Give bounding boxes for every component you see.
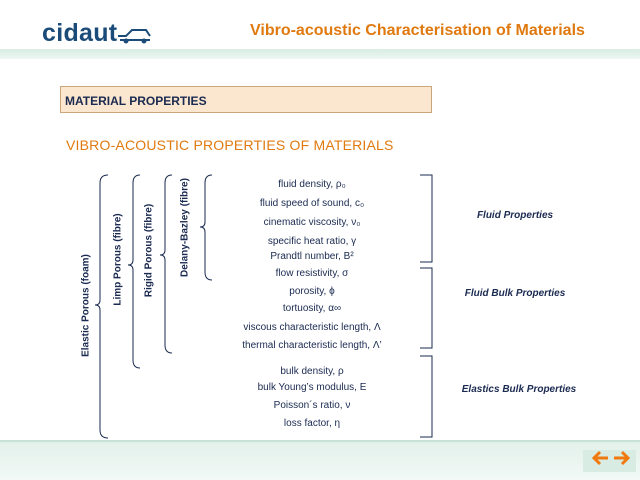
arrow-left-icon[interactable] [590,449,610,473]
logo-text: cidaut [42,19,118,47]
footer-divider [0,440,640,442]
section-label: MATERIAL PROPERTIES [65,94,207,108]
group-label-fluid-bulk-properties: Fluid Bulk Properties [464,288,566,299]
model-label-rigid-porous: Rigid Porous (fibre) [143,203,155,298]
property-item: bulk Young’s modulus, E [257,382,367,393]
property-item: fluid density, ρ₀ [278,179,346,190]
property-item: tortuosity, α∞ [282,303,342,314]
model-label-delany-bazley: Delany-Bazley (fibre) [179,178,191,277]
group-label-fluid-properties: Fluid Properties [476,210,554,221]
property-item: cinematic viscosity, ν₀ [263,217,361,228]
group-label-elastics-bulk-properties: Elastics Bulk Properties [461,384,577,395]
rigid-porous-brace [160,175,172,353]
fluid-properties-bracket [420,175,432,262]
elastic-bulk-bracket [420,356,432,437]
elastic-porous-brace [95,175,108,438]
property-item: thermal characteristic length, Λ’ [242,340,382,351]
footer-bar [0,440,640,480]
model-label-elastic-porous: Elastic Porous (foam) [80,254,92,357]
slide-title: Vibro-acoustic Characterisation of Materials [250,22,585,39]
model-label-limp-porous: Limp Porous (fibre) [112,213,124,306]
property-item: flow resistivity, σ [275,268,349,279]
limp-porous-brace [128,175,140,368]
arrow-right-icon[interactable] [612,449,632,473]
property-item: bulk density, ρ [280,366,344,377]
property-item: fluid speed of sound, c₀ [259,198,365,209]
property-item: Poisson´s ratio, ν [273,400,351,411]
fluid-bulk-bracket [420,268,432,348]
property-item: specific heat ratio, γ [267,236,357,247]
property-item: loss factor, η [283,418,341,429]
delany-bazley-brace [200,175,212,280]
section-subtitle: VIBRO-ACOUSTIC PROPERTIES OF MATERIALS [66,137,394,153]
property-item: viscous characteristic length, Λ [243,322,381,333]
property-item: Prandtl number, B² [270,251,354,262]
property-item: porosity, ϕ [289,286,335,297]
